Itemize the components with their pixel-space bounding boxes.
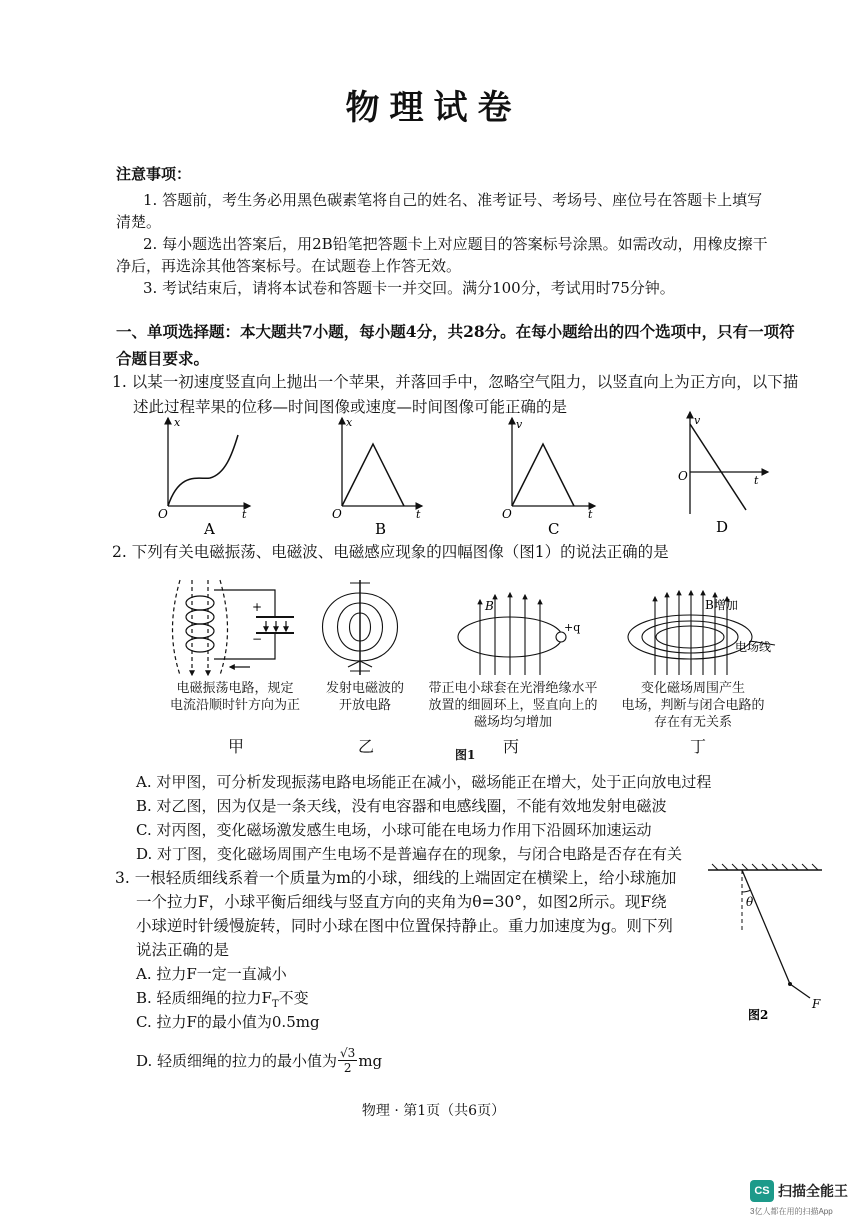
caption-bing-1: 带正电小球套在光滑绝缘水平 [428, 681, 598, 696]
q2-stem: 2. 下列有关电磁振荡、电磁波、电磁感应现象的四幅图像（图1）的说法正确的是 [112, 543, 669, 561]
fig-jia-circuit [173, 580, 295, 675]
page-title: 物理试卷 [345, 88, 522, 128]
q3-option-b-sub: T [271, 999, 279, 1010]
caption-jia [160, 680, 310, 714]
q3-stem-1: 3. 一根轻质细线系着一个质量为m的小球，细线的上端固定在横梁上，给小球施加 [115, 869, 677, 887]
q2-option-b: B. 对乙图，因为仅是一条天线，没有电容器和电感线圈，不能有效地发射电磁波 [136, 797, 667, 815]
graph-a [158, 416, 250, 538]
q1-stem-2: 述此过程苹果的位移—时间图像或速度—时间图像可能正确的是 [133, 398, 568, 416]
label-jia: 甲 [228, 737, 245, 756]
graph-a-origin: O [158, 507, 168, 521]
scanner-name: 扫描全能王 [778, 1183, 848, 1199]
graph-c [502, 418, 595, 538]
section-heading [116, 318, 836, 372]
caption-yi [310, 680, 420, 714]
notice-item-1-cont: 清楚。 [116, 213, 162, 231]
q2-figures [150, 575, 790, 680]
page-footer: 物理 · 第1页（共6页） [361, 1103, 506, 1119]
q3-option-c: C. 拉力F的最小值为0.5mg [136, 1013, 320, 1031]
notice-item-2-cont: 净后，再选涂其他答案标号。在试题卷上作答无效。 [116, 257, 462, 275]
q3-stem-4: 说法正确的是 [136, 941, 230, 959]
graph-c-xaxis: t [588, 508, 593, 521]
caption-bing-3: 磁场均匀增加 [473, 715, 552, 730]
q2-option-c: C. 对丙图，变化磁场激发感生电场，小球可能在电场力作用下沿圆环加速运动 [136, 821, 652, 839]
q3-fig-label: 图2 [748, 1008, 769, 1022]
graph-d-yaxis: v [694, 414, 701, 427]
graph-b-yaxis: x [346, 416, 353, 429]
caption-ding-1: 变化磁场周围产生 [640, 681, 745, 696]
caption-yi-2: 开放电路 [338, 698, 391, 713]
fig-bing-q: +q [564, 621, 581, 634]
q3-option-d-end: mg [358, 1051, 383, 1070]
graph-a-yaxis: x [174, 416, 181, 429]
notice-item-1: 1. 答题前，考生务必用黑色碳素笔将自己的姓名、准考证号、考场号、座位号在答题卡上填写 [143, 191, 763, 209]
q2-option-d: D. 对丁图，变化磁场周围产生电场不是普遍存在的现象，与闭合电路是否存在有关 [136, 845, 683, 863]
graph-b-xaxis: t [416, 508, 421, 521]
q3-figure [700, 862, 830, 1032]
label-bing: 丙 [503, 737, 520, 756]
graph-b-label: B [375, 520, 387, 538]
q3-option-d-num: √3 [340, 1046, 356, 1060]
fig-ding-B-inc: B增加 [705, 598, 738, 612]
graph-d-origin: O [678, 469, 688, 483]
scanner-logo-icon: CS [750, 1180, 774, 1202]
caption-ding-3: 存在有无关系 [653, 715, 732, 730]
q1-graphs [150, 410, 790, 540]
fig-bing-B: B [485, 599, 494, 613]
graph-b-origin: O [332, 507, 342, 521]
notice-heading: 注意事项： [116, 165, 192, 183]
fig-ding-field [628, 591, 775, 675]
caption-jia-1: 电磁振荡电路，规定 [176, 681, 294, 696]
fig-bing-ring [458, 593, 566, 675]
scanner-badge [750, 1180, 860, 1224]
graph-b [332, 416, 422, 538]
notice-item-2: 2. 每小题选出答案后，用2B铅笔把答题卡上对应题目的答案标号涂黑。如需改动，用橡皮擦干 [143, 235, 768, 253]
fig-yi-field [323, 580, 398, 675]
graph-a-xaxis: t [242, 508, 247, 521]
fig-jia-plus: + [252, 600, 263, 614]
graph-a-label: A [204, 520, 215, 538]
graph-c-origin: O [502, 507, 512, 521]
caption-bing [418, 680, 608, 731]
section-line-2: 合题目要求。 [116, 349, 210, 368]
caption-ding [608, 680, 778, 731]
q3-stem-2: 一个拉力F，小球平衡后细线与竖直方向的夹角为θ=30°，如图2所示。现F绕 [136, 893, 667, 911]
graph-d-xaxis: t [754, 474, 759, 487]
q3-option-b-end: 不变 [278, 989, 309, 1007]
q3-option-b-text: B. 轻质细绳的拉力F [136, 989, 272, 1007]
q3-option-d-den: 2 [343, 1061, 352, 1075]
q3-fig-F: F [812, 997, 821, 1011]
label-ding: 丁 [690, 737, 707, 756]
q1-stem-1: 1. 以某一初速度竖直向上抛出一个苹果，并落回手中，忽略空气阻力，以竖直向上为正方向，以下描 [112, 373, 799, 391]
graph-d-label: D [716, 518, 729, 536]
fig-jia-minus: − [252, 632, 263, 646]
graph-d [678, 412, 768, 536]
label-yi: 乙 [358, 737, 375, 756]
scanner-tagline: 3亿人都在用的扫描App [750, 1207, 833, 1216]
notice-item-3: 3. 考试结束后，请将本试卷和答题卡一并交回。满分100分，考试用时75分钟。 [143, 279, 675, 297]
fig-ding-field-line: 电场线 [735, 640, 772, 654]
q3-option-d [136, 1046, 382, 1075]
graph-c-yaxis: v [516, 418, 523, 431]
graph-c-label: C [548, 520, 560, 538]
q3-fig-theta: θ [746, 895, 754, 909]
fig1-label: 图1 [455, 748, 476, 762]
caption-jia-2: 电流沿顺时针方向为正 [169, 698, 300, 713]
caption-bing-2: 放置的细圆环上，竖直向上的 [428, 698, 598, 713]
q3-option-d-text: D. 轻质细绳的拉力的最小值为 [136, 1051, 338, 1070]
caption-yi-1: 发射电磁波的 [325, 681, 404, 696]
caption-ding-2: 电场，判断与闭合电路的 [621, 698, 765, 713]
q3-stem-3: 小球逆时针缓慢旋转，同时小球在图中位置保持静止。重力加速度为g。则下列 [136, 917, 673, 935]
q3-option-a: A. 拉力F一定一直减小 [136, 965, 287, 983]
section-line-1: 一、单项选择题：本大题共7小题，每小题4分，共28分。在每小题给出的四个选项中，只有一项符 [116, 322, 795, 341]
q3-option-d-fraction [338, 1046, 357, 1075]
q2-option-a: A. 对甲图，可分析发现振荡电路电场能正在减小，磁场能正在增大，处于正向放电过程 [136, 773, 712, 791]
